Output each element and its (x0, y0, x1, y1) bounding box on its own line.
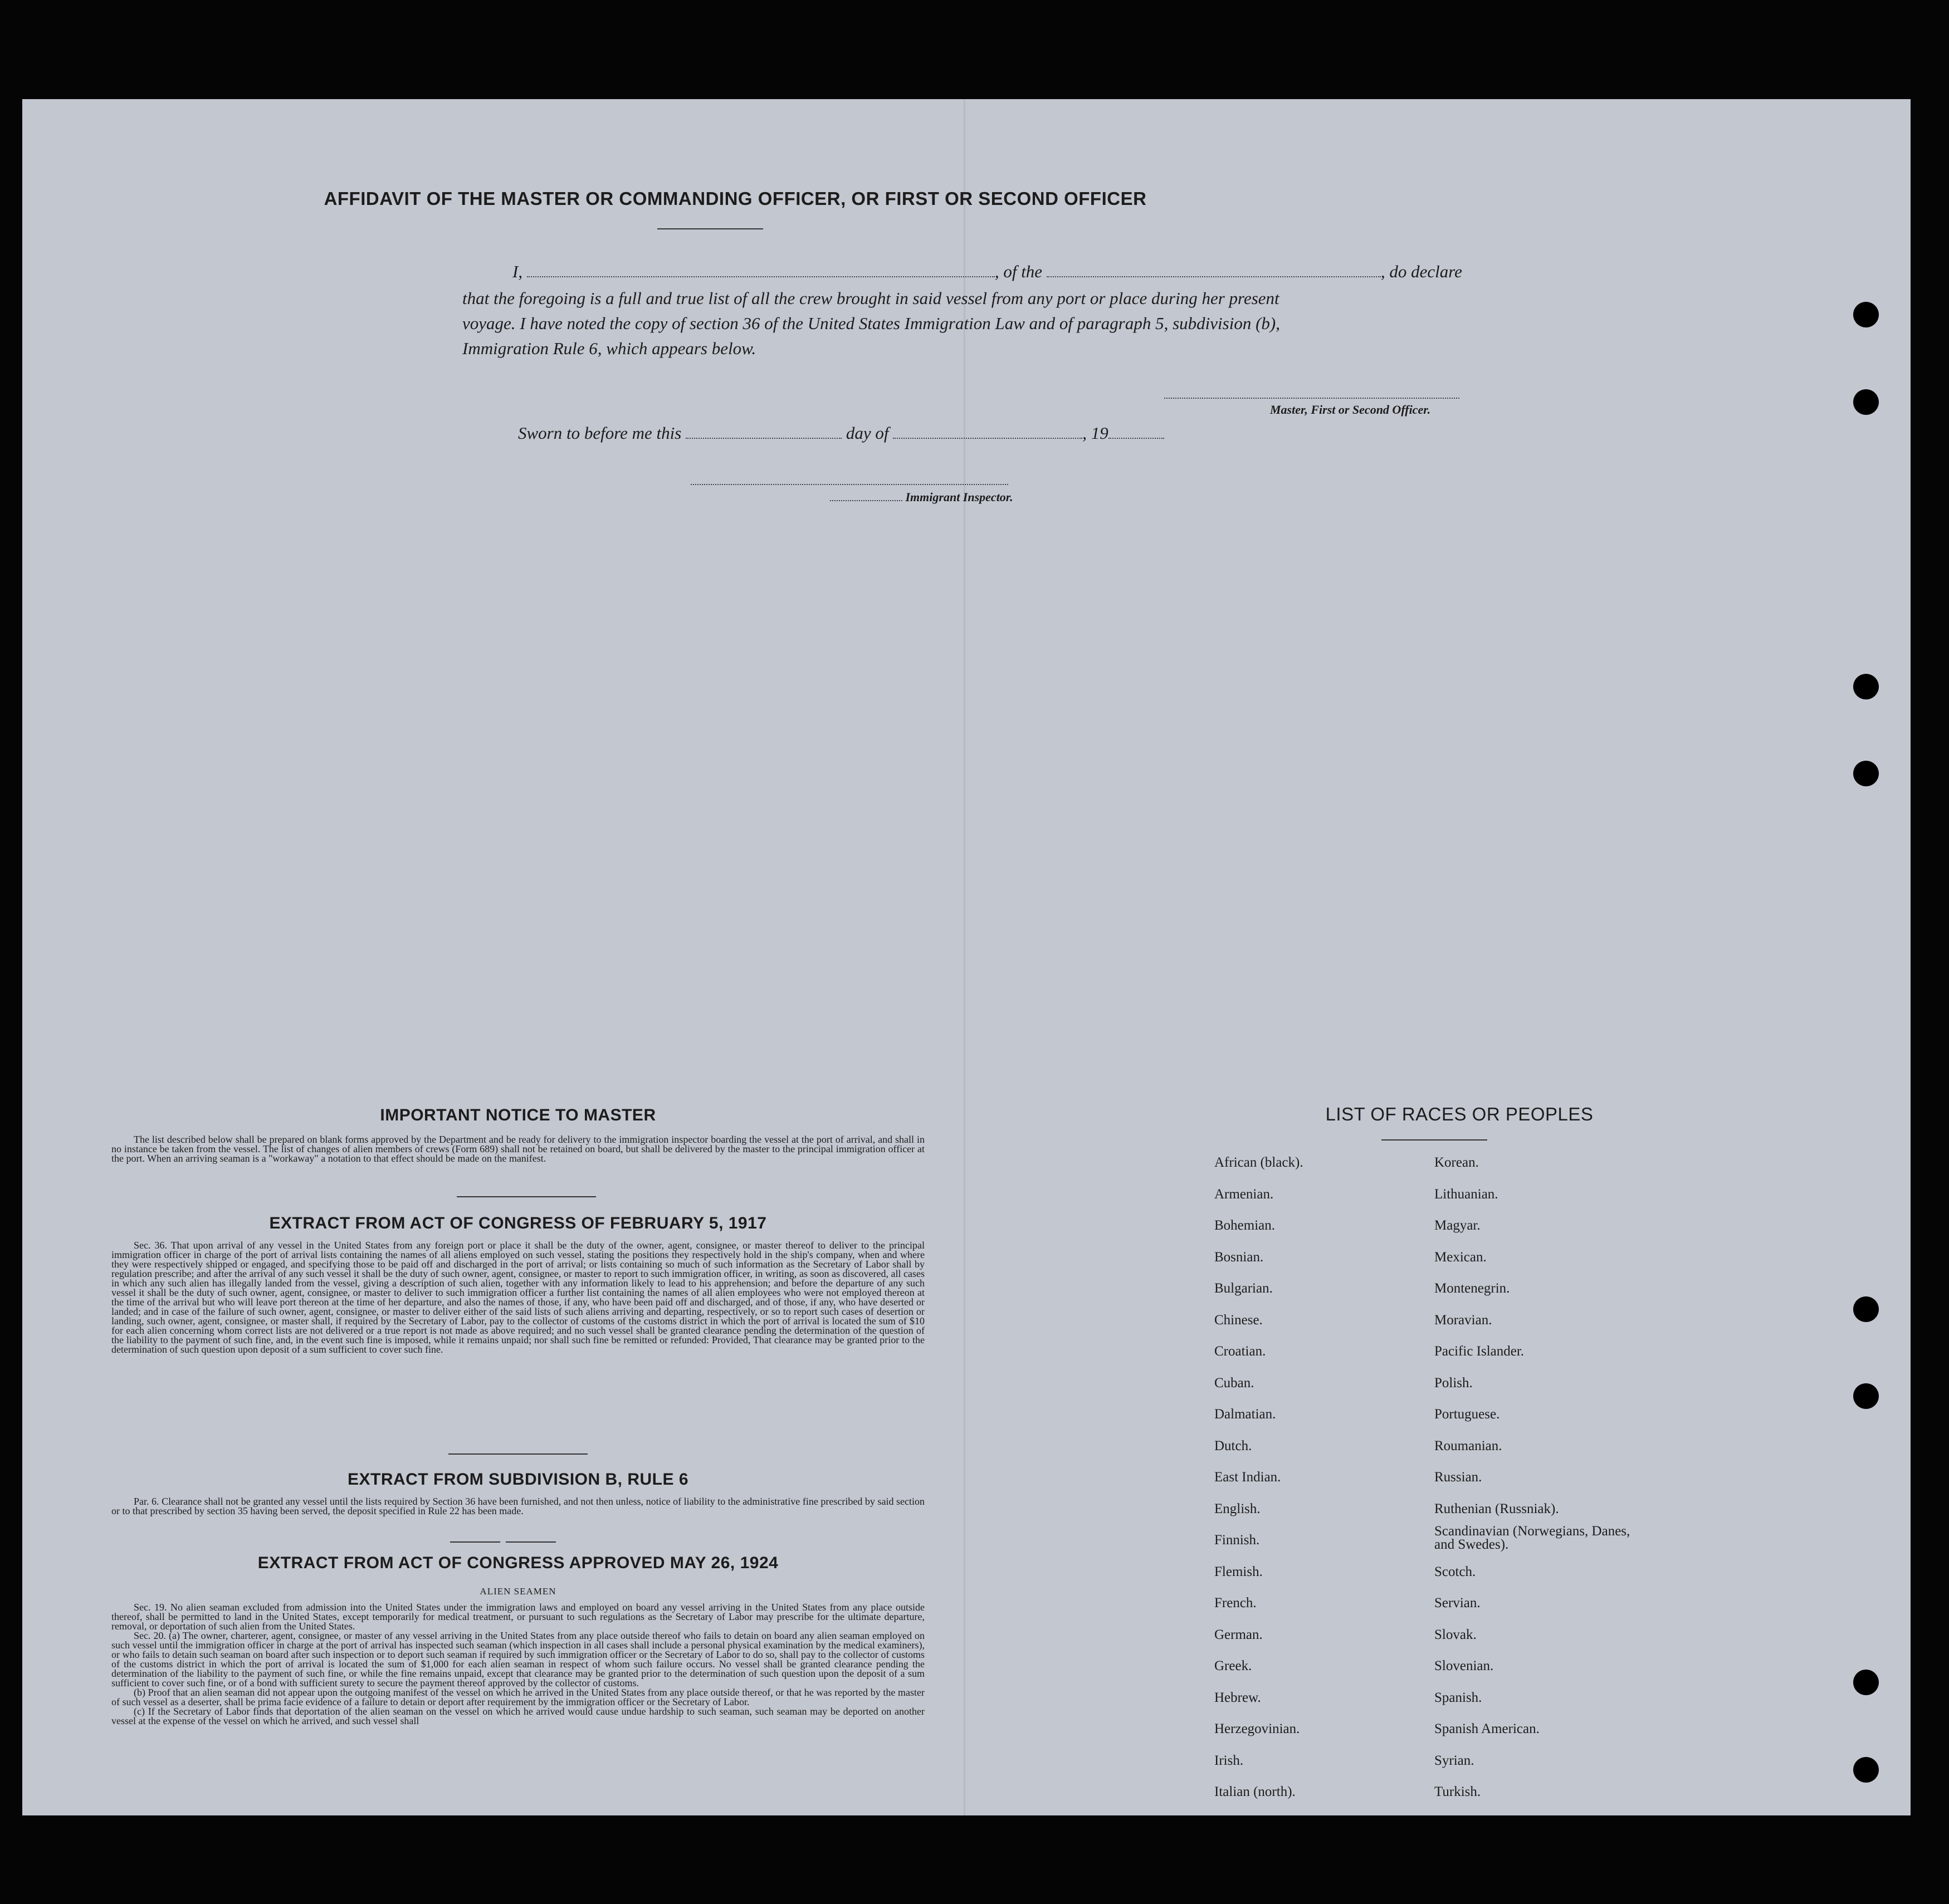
extract-1917-text: Sec. 36. That upon arrival of any vessel in the United States from any foreign port or place it shall be the duty of the owner, agent, consignee, or master thereof to deliver to the principal immigration officer in charge of the port of arrival lists containing the names of all aliens employed on such vessel, stating the positions they respectively hold in the ship's company, when and where they were respectively shipped or engaged, and specifying those to be paid off and discharged in the port of arrival; or lists containing so much of such information as the Secretary of Labor shall by regulation prescribe; and after the arrival of any such vessel it shall be the duty of such owner, agent, consignee, or master to report to such immigration officer, in writing, as soon as discovered, all cases in which any such alien has illegally landed from the vessel, giving a description of such alien, together with any information likely to lead to his apprehension; and before the departure of any such vessel it shall be the duty of such owner, agent, consignee, or master to deliver to such immigration officer a further list containing the names of all alien employees who were not employed thereon at the time of the arrival but who will leave port thereon at the time of her departure, and also the names of those, if any, who have been paid off and discharged, and of those, if any, who have deserted or landed; and in case of the failure of such owner, agent, consignee, or master to deliver either of the said lists of such aliens arriving and departing, respectively, or so to report such cases of desertion or landing, such owner, agent, consignee, or master shall, if required by the Secretary of Labor, pay to the collector of customs of the customs district in which the port of arrival is located the sum of $10 for each alien concerning whom correct lists are not delivered or a true report is not made as above required; and no such vessel shall be granted clearance pending the determination of the question of the liability to the payment of such fine, and, in the event such fine is imposed, while it remains unpaid; nor shall such fine be remitted or refunded: Provided, That clearance may be granted prior to the determination of such question upon deposit of a sum sufficient to cover such fine. (111, 1240, 925, 1355)
race-item: Cuban. (1214, 1375, 1254, 1391)
affidavit-title: AFFIDAVIT OF THE MASTER OR COMMANDING OFFICER, OR FIRST OR SECOND OFFICER (324, 188, 1147, 209)
declaration-line-1 (512, 262, 1462, 282)
race-item: Chinese. (1214, 1312, 1263, 1328)
binder-hole (1853, 1383, 1879, 1409)
race-item: Dalmatian. (1214, 1407, 1276, 1422)
page-fold (964, 99, 965, 1815)
race-item: Ruthenian (Russniak). (1434, 1501, 1559, 1516)
declaration-line-3: voyage. I have noted the copy of section 36 of the United States Immigration Law and of paragraph 5, subdivision (b), (462, 314, 1280, 333)
declaration-of-the: , of the (994, 262, 1043, 281)
race-item: Hebrew. (1214, 1690, 1261, 1705)
sec-20b-text: (b) Proof that an alien seaman did not appear upon the outgoing manifest of the vessel on which he arrived in the United States from any place outside thereof, or that he was reported by the master of such vessel as a deserter, shall be prima facie evidence of a failure to detain or deport after requirement by the immigration officer or the Secretary of Labor. (111, 1687, 925, 1707)
race-item: Dutch. (1214, 1438, 1252, 1453)
race-item: Flemish. (1214, 1564, 1263, 1579)
race-item: Magyar. (1434, 1218, 1481, 1233)
race-item: German. (1214, 1627, 1263, 1642)
extract-1917-body (111, 1241, 925, 1354)
sworn-day-field[interactable] (686, 423, 842, 439)
sec-20c-text: (c) If the Secretary of Labor finds that deportation of the alien seaman on the vessel on which he arrived would cause undue hardship to such seaman, such seaman may be deported on another vessel at the expense of the vessel on which he arrived, and such vessel shall (111, 1706, 925, 1726)
sworn-month-field[interactable] (893, 423, 1082, 439)
sworn-day-label: day of (846, 423, 889, 443)
inspector-caption-text: Immigrant Inspector. (905, 490, 1013, 504)
notice-rule (457, 1196, 596, 1197)
race-item: Moravian. (1434, 1312, 1492, 1328)
race-item: Portuguese. (1434, 1407, 1500, 1422)
race-item: Mexican. (1434, 1249, 1487, 1265)
sworn-label: Sworn to before me this (518, 423, 682, 443)
race-item: Bosnian. (1214, 1249, 1264, 1265)
race-item: Montenegrin. (1434, 1281, 1510, 1296)
declaration-line-2: that the foregoing is a full and true list of all the crew brought in said vessel from any port or place during her present (462, 288, 1279, 308)
notice-text: The list described below shall be prepared on blank forms approved by the Department and be ready for delivery to the immigration inspector boarding the vessel at the port of arrival, and shall in no instance be taken from the vessel. The list of changes of alien members of crews (Form 689) shall not be retained on board, but shall be delivered by the master to the principal immigration officer at the port. When an arriving seaman is a "workaway" a notation to that effect should be made on the manifest. (111, 1134, 925, 1164)
extract-rule6-body (111, 1497, 925, 1516)
race-item: Spanish American. (1434, 1721, 1540, 1736)
binder-hole (1853, 761, 1879, 786)
race-item: Italian (north). (1214, 1784, 1296, 1799)
extract-1924-title: EXTRACT FROM ACT OF CONGRESS APPROVED MAY 26, 1924 (257, 1554, 779, 1572)
races-rule (1381, 1139, 1487, 1141)
binder-hole (1853, 389, 1879, 415)
race-item: Scandinavian (Norwegians, Danes, and Swedes). (1434, 1524, 1630, 1552)
race-item: Bohemian. (1214, 1218, 1276, 1233)
race-item: Armenian. (1214, 1186, 1274, 1202)
binder-hole (1853, 1757, 1879, 1783)
master-signature-line[interactable] (1164, 383, 1459, 399)
extract-1917-rule (448, 1453, 588, 1455)
race-item: Turkish. (1434, 1784, 1481, 1799)
race-item: Slovenian. (1434, 1658, 1494, 1673)
race-item: English. (1214, 1501, 1261, 1516)
race-item: Syrian. (1434, 1753, 1474, 1768)
race-item: Finnish. (1214, 1533, 1260, 1548)
notice-body (111, 1135, 925, 1163)
sec-20a-text: Sec. 20. (a) The owner, charterer, agent, consignee, or master of any vessel arriving in the United States from any place outside thereof who fails to detain on board any alien seaman employed on such vessel until the immigration officer in charge at the port of arrival has inspected such seaman (which inspection in all cases shall include a personal physical examination by the medical examiners), or who fails to detain such seaman on board after such inspection or to deport such seaman if required by such immigration officer or the Secretary of Labor to do so, shall pay to the collector of customs of the customs district in which the port of arrival is located the sum of $1,000 for each alien seaman in respect of whom such failure occurs. No vessel shall be granted clearance pending the determination of the liability to the payment of such fine, or while the fine remains unpaid, except that clearance may be granted prior to the determination of such question upon the deposit of a sum sufficient to cover such fine, or of a bond with sufficient surety to secure the payment thereof approved by the collector of customs. (111, 1630, 925, 1688)
race-item: Croatian. (1214, 1344, 1266, 1359)
vessel-field[interactable] (1047, 262, 1381, 277)
extract-rule6-text: Par. 6. Clearance shall not be granted any vessel until the lists required by Section 36 have been furnished, and not then unless, notice of liability to the administrative fine prescribed by said section or to that prescribed by section 35 having been served, the deposit specified in Rule 22 has been made. (111, 1496, 925, 1516)
race-item: East Indian. (1214, 1470, 1281, 1485)
race-item: African (black). (1214, 1155, 1303, 1170)
notice-title: IMPORTANT NOTICE TO MASTER (380, 1106, 656, 1124)
sworn-year-label: , 19 (1082, 423, 1108, 443)
sec-19-text: Sec. 19. No alien seaman excluded from admission into the United States under the immigration laws and employed on board any vessel arriving in the United States from any place outside thereof, shall be permitted to land in the United States, except temporarily for medical treatment, or pursuant to such regulations as the Secretary of Labor may prescribe for the ultimate departure, removal, or deportation of such alien from the United States. (111, 1603, 925, 1632)
name-field[interactable] (527, 262, 995, 277)
race-item: Bulgarian. (1214, 1281, 1273, 1296)
race-item: Greek. (1214, 1658, 1252, 1673)
rule6-rule-left (450, 1541, 500, 1543)
race-item: Polish. (1434, 1375, 1473, 1391)
master-caption: Master, First or Second Officer. (1270, 403, 1431, 417)
extract-rule6-title: EXTRACT FROM SUBDIVISION B, RULE 6 (347, 1470, 689, 1489)
form-page (22, 99, 1911, 1815)
race-item: Roumanian. (1434, 1438, 1502, 1453)
race-item: Servian. (1434, 1595, 1481, 1611)
race-item: Herzegovinian. (1214, 1721, 1300, 1736)
race-item: Scotch. (1434, 1564, 1476, 1579)
race-item: Pacific Islander. (1434, 1344, 1525, 1359)
declaration-line-4: Immigration Rule 6, which appears below. (462, 339, 756, 358)
binder-hole (1853, 1670, 1879, 1695)
inspector-number-field[interactable] (830, 492, 902, 501)
binder-hole (1853, 302, 1879, 327)
race-item: French. (1214, 1595, 1257, 1611)
race-item: Irish. (1214, 1753, 1244, 1768)
extract-1924-body (111, 1603, 925, 1815)
binder-hole (1853, 1296, 1879, 1322)
binder-hole (1853, 674, 1879, 699)
race-item: Slovak. (1434, 1627, 1477, 1642)
race-item: Korean. (1434, 1155, 1479, 1170)
inspector-signature-line[interactable] (691, 469, 1008, 485)
rule6-rule-right (506, 1541, 556, 1543)
title-rule (657, 228, 763, 229)
race-item: Spanish. (1434, 1690, 1482, 1705)
declaration-declare: , do declare (1380, 262, 1462, 281)
alien-seamen-subtitle: ALIEN SEAMEN (480, 1586, 556, 1597)
races-title: LIST OF RACES OR PEOPLES (1325, 1104, 1594, 1124)
inspector-caption (830, 490, 1013, 505)
race-item: Russian. (1434, 1470, 1482, 1485)
extract-1917-title: EXTRACT FROM ACT OF CONGRESS OF FEBRUARY 5, 1917 (269, 1214, 767, 1232)
declaration-i: I, (512, 262, 523, 281)
sworn-line (518, 423, 1164, 443)
sworn-year-field[interactable] (1108, 423, 1164, 439)
race-item: Lithuanian. (1434, 1186, 1498, 1202)
